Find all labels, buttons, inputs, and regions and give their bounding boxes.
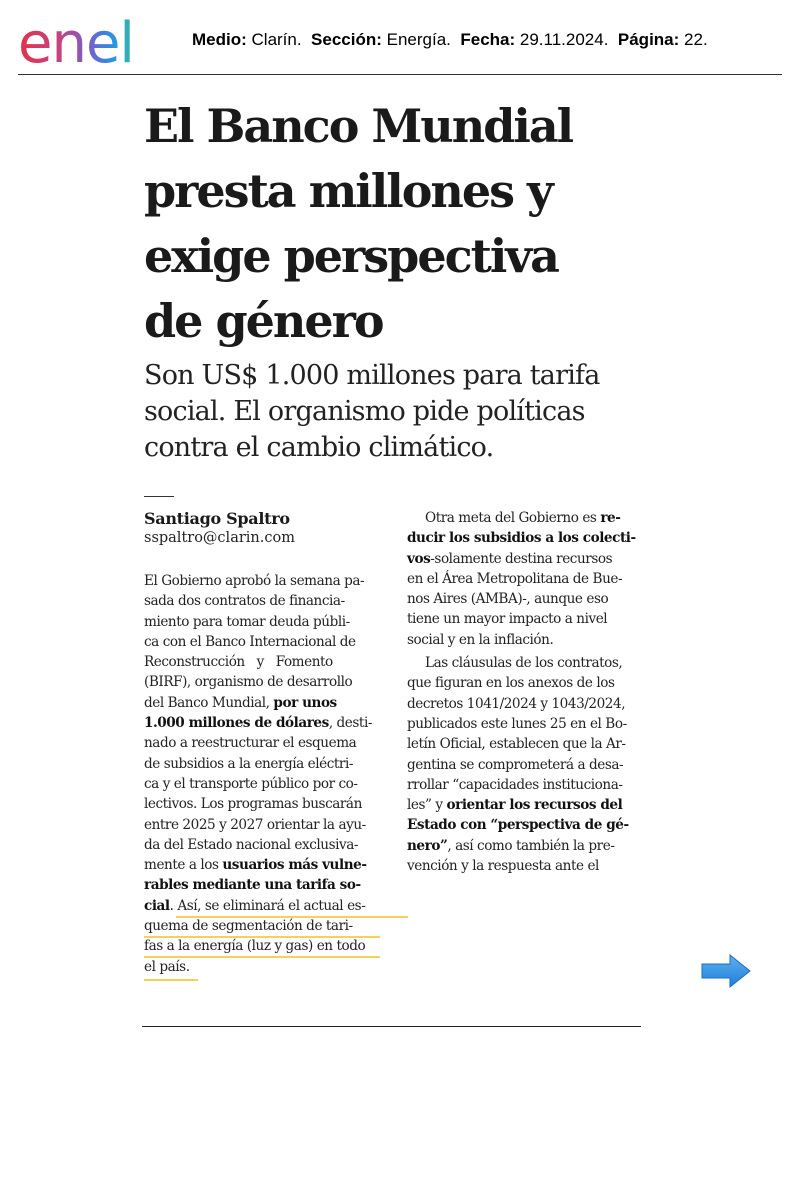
highlight-underline — [144, 956, 380, 958]
body-line: decretos 1041/2024 y 1043/2024, — [407, 695, 626, 712]
body-line: Las cláusulas de los contratos, — [425, 655, 623, 672]
body-line: letín Oficial, establecen que la Ar- — [407, 736, 626, 753]
body-bold: re- — [600, 510, 621, 526]
body-line: en el Área Metropolitana de Bue- — [407, 570, 623, 587]
body-line: tiene un mayor impacto a nivel — [407, 611, 608, 628]
headline-line: de género — [144, 294, 383, 348]
body-text: -solamente destina recursos — [430, 550, 613, 567]
body-line: vención y la respuesta ante el — [407, 858, 599, 875]
body-line: publicados este lunes 25 en el Bo- — [407, 715, 627, 732]
body-line: entre 2025 y 2027 orientar la ayu- — [144, 816, 366, 833]
headline-line: presta millones y — [144, 164, 552, 218]
body-line — [144, 875, 380, 895]
body-line — [407, 795, 643, 815]
body-line: Reconstrucción y Fomento — [144, 654, 333, 671]
body-line: ca con el Banco Internacional de — [144, 633, 356, 650]
headline-line: exige perspectiva — [144, 229, 558, 283]
highlight-underline — [176, 916, 408, 918]
body-line — [144, 896, 380, 916]
body-line — [407, 549, 643, 569]
body-text: . Así, se eliminará el actual es- — [169, 897, 366, 914]
body-line: que figuran en los anexos de los — [407, 675, 615, 692]
seccion-label: Sección: — [311, 30, 382, 49]
body-line: quema de segmentación de tari- — [144, 918, 353, 935]
fecha-label: Fecha: — [460, 30, 516, 49]
pagina-value: 22. — [684, 30, 708, 49]
article-subhead — [144, 358, 644, 466]
byline-divider — [144, 496, 174, 497]
body-bold: usuarios más vulne- — [222, 857, 367, 874]
logo-text: enel — [18, 11, 134, 70]
author-email: sspaltro@clarin.com — [144, 530, 295, 546]
body-line: de subsidios a la energía eléctri- — [144, 755, 354, 772]
body-line: da del Estado nacional exclusiva- — [144, 836, 359, 853]
body-line — [407, 528, 643, 548]
body-text: mente a los — [144, 857, 223, 874]
body-line: miento para tomar deuda públi- — [144, 613, 350, 630]
body-bold: 1.000 millones de dólares — [144, 715, 329, 732]
enel-logo — [18, 8, 170, 70]
highlight-underline — [144, 936, 380, 938]
subhead-line: social. El organismo pide políticas — [144, 396, 585, 427]
body-text: , desti- — [328, 715, 372, 732]
article-headline — [144, 94, 624, 354]
headline-line: El Banco Mundial — [144, 99, 573, 153]
subhead-line: contra el cambio climático. — [144, 432, 494, 463]
body-text: Otra meta del Gobierno es — [425, 510, 601, 526]
body-line: sada dos contratos de financia- — [144, 593, 345, 610]
pagina-label: Página: — [617, 30, 680, 49]
body-line: nos Aires (AMBA)-, aunque eso — [407, 591, 609, 608]
highlight-underline — [144, 979, 198, 981]
footer-divider — [142, 1026, 641, 1027]
body-bold: ducir los subsidios a los colecti- — [407, 530, 636, 547]
medio-value: Clarín. — [251, 30, 302, 49]
body-text: les” y — [407, 797, 447, 814]
body-bold: rables mediante una tarifa so- — [144, 877, 361, 894]
author-name: Santiago Spaltro — [144, 509, 290, 528]
body-column-right — [407, 508, 643, 876]
body-line: lectivos. Los programas buscarán — [144, 796, 362, 813]
body-line: el país. — [144, 958, 190, 975]
body-bold: orientar los recursos del — [446, 797, 623, 814]
body-line — [407, 508, 643, 528]
body-line — [407, 836, 643, 856]
body-line — [144, 693, 380, 713]
body-text: del Banco Mundial, — [144, 694, 274, 711]
body-line: El Gobierno aprobó la semana pa- — [144, 573, 365, 589]
body-line: nado a reestructurar el esquema — [144, 735, 357, 752]
body-bold: nero” — [407, 837, 448, 854]
body-bold: Estado con “perspectiva de gé- — [407, 817, 629, 834]
body-line: rrollar “capacidades instituciona- — [407, 776, 623, 793]
body-line: fas a la energía (luz y gas) en todo — [144, 938, 366, 955]
body-line: social y en la inflación. — [407, 631, 554, 648]
body-bold: por unos — [273, 694, 337, 711]
fecha-value: 29.11.2024. — [519, 30, 609, 49]
medio-label: Medio: — [192, 30, 247, 49]
seccion-value: Energía. — [386, 30, 451, 49]
source-info — [192, 30, 708, 50]
body-line — [144, 713, 380, 733]
body-bold: vos — [407, 550, 431, 567]
arrow-right-icon[interactable] — [700, 952, 752, 990]
body-text: , así como también la pre- — [447, 837, 615, 854]
body-line — [407, 815, 643, 835]
body-line: gentina se comprometerá a desa- — [407, 756, 624, 773]
header-divider — [18, 74, 782, 75]
subhead-line: Son US$ 1.000 millones para tarifa — [144, 360, 600, 391]
body-line — [144, 855, 380, 875]
body-line: (BIRF), organismo de desarrollo — [144, 674, 353, 691]
body-bold: cial — [144, 897, 170, 914]
body-line: ca y el transporte público por co- — [144, 775, 358, 792]
